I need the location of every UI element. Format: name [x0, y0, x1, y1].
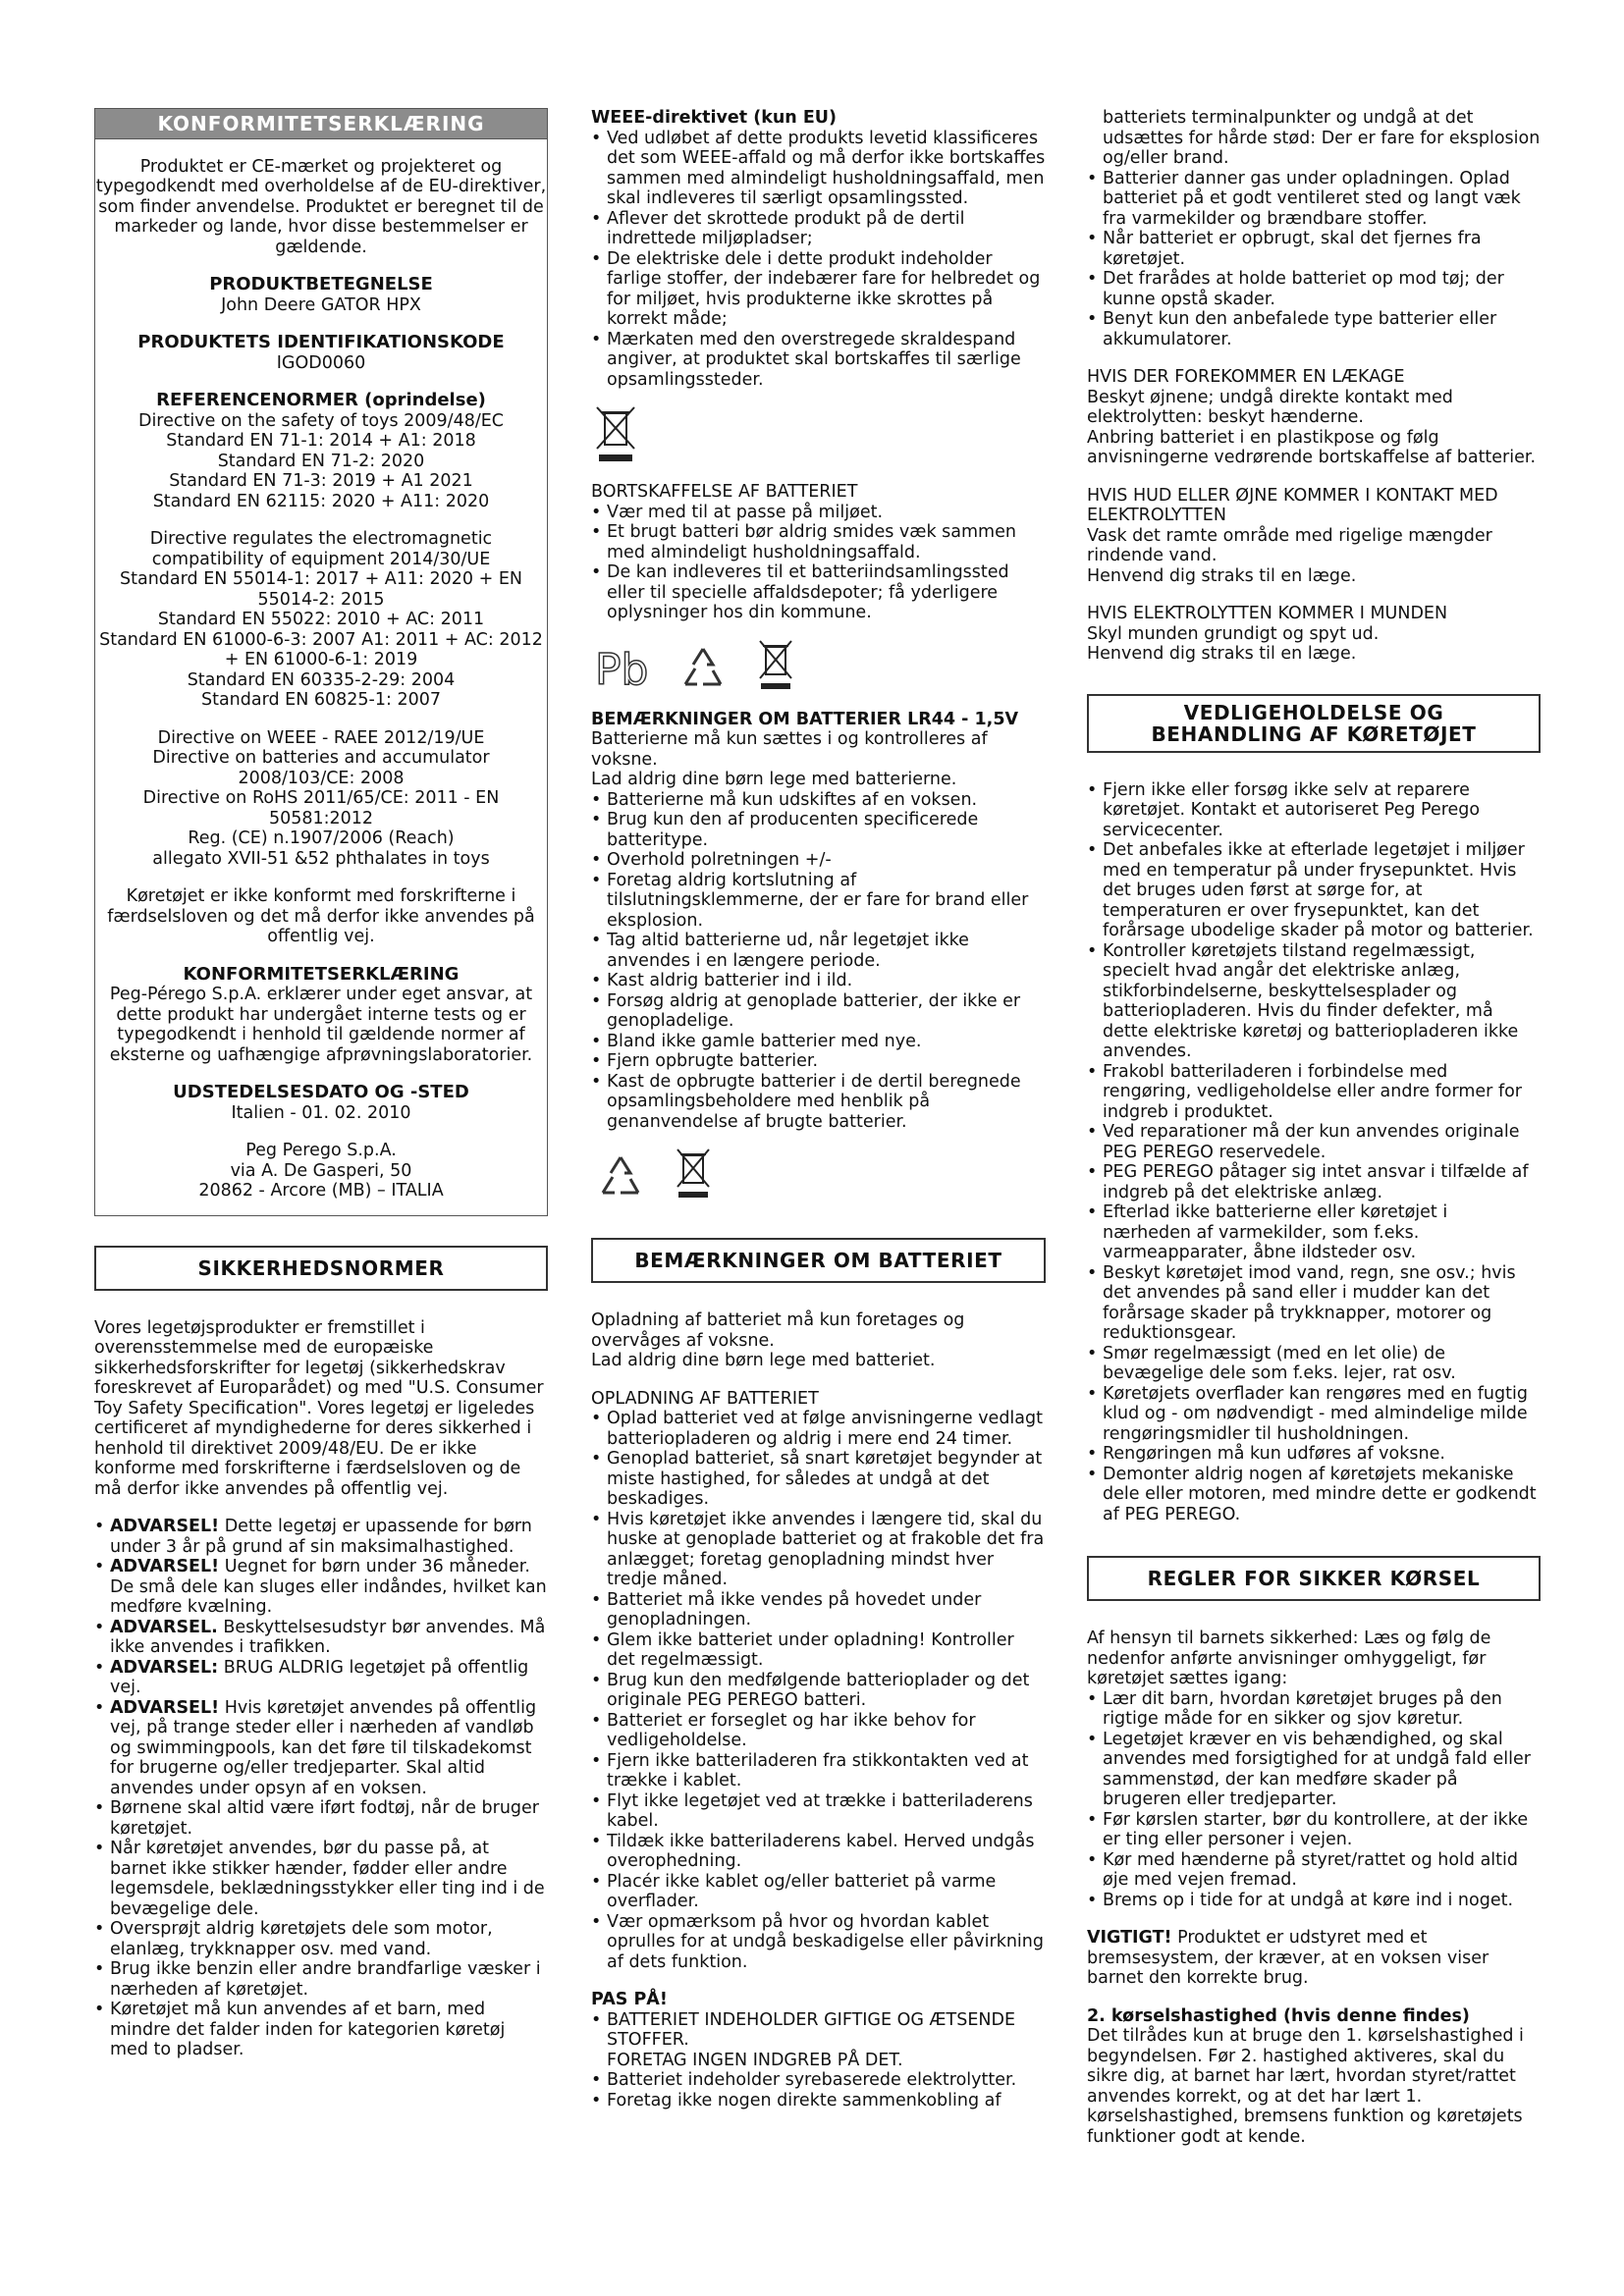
list-item: • Legetøjet kræver en vis behændighed, og skal anvendes med forsigtighed for at undgå fald eller sammenstød, der kan medføre skader på brugeren eller tredjeparter.: [1087, 1730, 1541, 1810]
manufacturer-address: Peg Perego S.p.A. via A. De Gasperi, 50 20862 - Arcore (MB) – ITALIA: [198, 1141, 444, 1201]
warnings-list: [94, 1517, 548, 2060]
list-item: • De kan indleveres til et batteriindsamlingssted eller til specielle affaldsdepoter; få yderligere oplysninger hos din kommune.: [591, 562, 1046, 623]
reference-norms-title: REFERENCENORMER (oprindelse): [156, 390, 486, 410]
safety-header: SIKKERHEDSNORMER: [94, 1246, 548, 1291]
list-item: • Brug kun den medfølgende batterioplader og det originale PEG PEREGO batteri.: [591, 1671, 1046, 1711]
reference-norms-emc: Directive regulates the electromagnetic compatibility of equipment 2014/30/UE Standard EN 55014-1: 2017 + A11: 2020 + EN 55014-2: 2015 Standard EN 55022: 2010 + AC: 2011 Standard EN 61000-6-3: 2007 A1: 2011 + AC: 2012 + EN 61000-6-1: 2019 Standard EN 60335-2-29: 2004 Standard EN 60825-1: 2007: [99, 529, 543, 710]
issue-date: Italien - 01. 02. 2010: [231, 1102, 411, 1123]
reference-norms-toys: Directive on the safety of toys 2009/48/EC Standard EN 71-1: 2014 + A1: 2018 Standard EN 71-2: 2020 Standard EN 71-3: 2019 + A1 2021 Standard EN 62115: 2020 + A11: 2020: [137, 410, 505, 511]
mouth-contact-text: Skyl munden grundigt og spyt ud. Henvend dig straks til en læge.: [1087, 623, 1380, 664]
lr44-icon-row: [595, 1146, 1046, 1201]
skin-contact-title: HVIS HUD ELLER ØJNE KOMMER I KONTAKT MED ELEKTROLYTTEN: [1087, 485, 1498, 525]
product-name: John Deere GATOR HPX: [221, 294, 421, 315]
recycle-icon: [677, 645, 729, 692]
skin-contact-text: Vask det ramte område med rigelige mængder rindende vand. Henvend dig straks til en læge.: [1087, 525, 1492, 586]
list-item: • Tildæk ikke batteriladerens kabel. Herved undgås overophedning.: [591, 1832, 1046, 1872]
safe-driving-list: [1087, 1689, 1541, 1911]
list-item: • Før kørslen starter, bør du kontrollere, at der ikke er ting eller personer i vejen.: [1087, 1810, 1541, 1850]
list-item: • Mærkaten med den overstregede skraldespand angiver, at produktet skal bortskaffes til særlige opsamlingssteder.: [591, 330, 1046, 391]
conformity-intro: Produktet er CE-mærket og projekteret og typegodkendt med overholdelse af de EU-direktiver, som finder anvendelse. Produktet er beregnet til de markeder og lande, hvor disse bestemmelser er gældende.: [95, 156, 547, 257]
charging-list: [591, 1409, 1046, 1972]
list-item: • Et brugt batteri bør aldrig smides væk sammen med almindeligt husholdningsaffald.: [591, 522, 1046, 562]
list-item: • Kast de opbrugte batterier i de dertil beregnede opsamlingsbeholdere med henblik på genanvendelse af brugte batterier.: [591, 1072, 1046, 1133]
product-name-title: PRODUKTBETEGNELSE: [209, 274, 433, 294]
list-item: • Vær opmærksom på hvor og hvordan kablet oprulles for at undgå beskadigelse eller påvirkning af dets funktion.: [591, 1912, 1046, 1973]
list-item: • Foretag aldrig kortslutning af tilslutningsklemmerne, der er fare for brand eller eksplosion.: [591, 871, 1046, 932]
list-item: • Smør regelmæssigt (med en let olie) de bevægelige dele som f.eks. lejer, rat osv.: [1087, 1344, 1541, 1384]
product-code-title: PRODUKTETS IDENTIFIKATIONSKODE: [137, 332, 505, 352]
list-item: • Kast aldrig batterier ind i ild.: [591, 971, 1046, 991]
important-note: VIGTIGT! Produktet er udstyret med et bremsesystem, der kræver, at en voksen viser barnet den korrekte brug.: [1087, 1928, 1489, 1988]
crossed-bin-icon: [676, 1146, 711, 1201]
list-item: • Batterier danner gas under opladningen. Oplad batteriet på et godt ventileret sted og langt væk fra varmekilder og brændbare stoffer.: [1087, 169, 1541, 230]
list-item: • ADVARSEL! Dette legetøj er upassende for børn under 3 år på grund af sin maksimalhastighed.: [94, 1517, 548, 1557]
weee-icon-row: [595, 403, 1046, 464]
list-item: • Det anbefales ikke at efterlade legetøjet i miljøer med en temperatur på under frysepunktet. Hvis det bruges uden først at sørge for, at temperaturen er over frysepunktet, kan det forårsage ubodelige skader på motor og batterier.: [1087, 840, 1541, 941]
list-item: • Genoplad batteriet, så snart køretøjet begynder at miste hastighed, for således at undgå at det beskadiges.: [591, 1449, 1046, 1510]
list-item: • Brug ikke benzin eller andre brandfarlige væsker i nærheden af køretøjet.: [94, 1959, 548, 2000]
list-item: • Batteriet er forseglet og har ikke behov for vedligeholdelse.: [591, 1711, 1046, 1751]
list-item: • Kør med hænderne på styret/rattet og hold altid øje med vejen fremad.: [1087, 1850, 1541, 1891]
list-item: • Kontroller køretøjets tilstand regelmæssigt, specielt hvad angår det elektriske anlæg, stikforbindelserne, beskyttelsesplader og batteriopladeren. Hvis du finder defekter, må dette elektriske køretøj og batteriopladeren ikke anvendes.: [1087, 941, 1541, 1062]
battery-continued-list: [1087, 169, 1541, 350]
list-item: • Fjern ikke batteriladeren fra stikkontakten ved at trække i kablet.: [591, 1751, 1046, 1791]
list-item: • Børnene skal altid være iført fodtøj, når de bruger køretøjet.: [94, 1798, 548, 1839]
list-item: • Når køretøjet anvendes, bør du passe på, at barnet ikke stikker hænder, fødder eller andre legemsdele, beklædningsstykker eller ting ind i de bevægelige dele.: [94, 1839, 548, 1919]
list-item: • Glem ikke batteriet under opladning! Kontroller det regelmæssigt.: [591, 1630, 1046, 1671]
maintenance-header: VEDLIGEHOLDELSE OG BEHANDLING AF KØRETØJET: [1087, 694, 1541, 753]
list-item: • Lær dit barn, hvordan køretøjet bruges på den rigtige måde for en sikker og sjov køretur.: [1087, 1689, 1541, 1730]
list-item: • Bland ikke gamle batterier med nye.: [591, 1032, 1046, 1052]
second-speed-title: 2. kørselshastighed (hvis denne findes): [1087, 2005, 1470, 2026]
maintenance-list: [1087, 780, 1541, 1525]
conformity-declaration-text: Peg-Pérego S.p.A. erklærer under eget ansvar, at dette produkt har undergået interne tests og er typegodkendt i henhold til gældende normer af eksterne og uafhængige afprøvningslaboratorier.: [109, 985, 533, 1065]
charging-title: OPLADNING AF BATTERIET: [591, 1388, 819, 1409]
column-left: [94, 108, 548, 2060]
list-item: • Når batteriet er opbrugt, skal det fjernes fra køretøjet.: [1087, 229, 1541, 269]
list-item: • Fjern opbrugte batterier.: [591, 1051, 1046, 1072]
caution-title: PAS PÅ!: [591, 1990, 668, 2009]
lr44-title: BEMÆRKNINGER OM BATTERIER LR44 - 1,5V: [591, 709, 1019, 729]
list-item: • Det frarådes at holde batteriet op mod tøj; der kunne opstå skader.: [1087, 269, 1541, 309]
list-item: • ADVARSEL! Uegnet for børn under 36 måneder. De små dele kan sluges eller indåndes, hvilket kan medføre kvælning.: [94, 1557, 548, 1618]
battery-icon-row: [595, 637, 1046, 695]
list-item: • Brems op i tide for at undgå at køre ind i noget.: [1087, 1891, 1541, 1911]
column-middle: [591, 108, 1046, 2110]
list-item: • Beskyt køretøjet imod vand, regn, sne osv.; hvis det anvendes på sand eller i mudder kan det forårsage skader på trykknapper, motorer og reduktionsgear.: [1087, 1263, 1541, 1344]
product-code: IGOD0060: [276, 352, 366, 373]
battery-disposal-list: [591, 503, 1046, 623]
battery-continued-text: batteriets terminalpunkter og undgå at det udsættes for hårde stød: Der er fare for eksplosion og/eller brand.: [1103, 108, 1541, 168]
list-item: • Tag altid batterierne ud, når legetøjet ikke anvendes i en længere periode.: [591, 931, 1046, 971]
conformity-box: [94, 139, 548, 1216]
weee-list: [591, 129, 1046, 391]
leak-text: Beskyt øjnene; undgå direkte kontakt med elektrolytten: beskyt hænderne. Anbring batteriet i en plastikpose og følg anvisningerne vedrørende bortskaffelse af batterier.: [1087, 387, 1537, 467]
list-item: • Vær med til at passe på miljøet.: [591, 503, 1046, 523]
list-item: • Efterlad ikke batterierne eller køretøjet i nærheden af varmekilder, som f.eks. varmeapparater, åbne ildsteder osv.: [1087, 1202, 1541, 1263]
list-item: • Ved udløbet af dette produkts levetid klassificeres det som WEEE-affald og må derfor ikke bortskaffes sammen med almindeligt husholdningsaffald, men skal indleveres til særligt opsamlingssted.: [591, 129, 1046, 209]
list-item: • Aflever det skrottede produkt på de dertil indrettede miljøpladser;: [591, 209, 1046, 249]
list-item: • BATTERIET INDEHOLDER GIFTIGE OG ÆTSENDE STOFFER. FORETAG INGEN INDGREB PÅ DET.: [591, 2010, 1046, 2071]
list-item: • Brug kun den af producenten specificerede batteritype.: [591, 810, 1046, 850]
list-item: • ADVARSEL! Hvis køretøjet anvendes på offentlig vej, på trange steder eller i nærheden af vandløb og swimmingpools, kan det føre til tilskadekomst for brugerne og/eller tredjeparter. Skal altid anvendes under opsyn af en voksen.: [94, 1698, 548, 1799]
list-item: • Rengøringen må kun udføres af voksne.: [1087, 1444, 1541, 1465]
battery-disposal-title: BORTSKAFFELSE AF BATTERIET: [591, 482, 858, 502]
crossed-bin-icon: [595, 403, 638, 464]
list-item: • Fjern ikke eller forsøg ikke selv at reparere køretøjet. Kontakt et autoriseret Peg Perego servicecenter.: [1087, 780, 1541, 841]
list-item: • Batterierne må kun udskiftes af en voksen.: [591, 790, 1046, 811]
pb-icon: Pb: [595, 644, 649, 695]
not-road-legal-note: Køretøjet er ikke konformt med forskrifterne i færdselsloven og det må derfor ikke anvendes på offentlig vej.: [107, 886, 535, 946]
list-item: • Foretag ikke nogen direkte sammenkobling af: [591, 2091, 1046, 2111]
list-item: • ADVARSEL: BRUG ALDRIG legetøjet på offentlig vej.: [94, 1658, 548, 1698]
list-item: • ADVARSEL. Beskyttelsesudstyr bør anvendes. Må ikke anvendes i trafikken.: [94, 1618, 548, 1658]
list-item: • Flyt ikke legetøjet ved at trække i batteriladerens kabel.: [591, 1791, 1046, 1832]
lr44-list: [591, 790, 1046, 1133]
conformity-declaration-title: KONFORMITETSERKLÆRING: [183, 963, 460, 985]
list-item: • Oplad batteriet ved at følge anvisningerne vedlagt batteriopladeren og aldrig i mere end 24 timer.: [591, 1409, 1046, 1449]
safety-intro: Vores legetøjsprodukter er fremstillet i overensstemmelse med de europæiske sikkerhedsforskrifter for legetøj (sikkerhedskrav foreskrevet af Europarådet) og med "U.S. Consumer Toy Safety Specification". Vores legetøj er ligeledes certificeret af myndighederne for deres sikkerhed i henhold til direktivet 2009/48/EU. De er ikke konforme med forskrifterne i færdselsloven og de må derfor ikke anvendes på offentlig vej.: [94, 1317, 544, 1499]
conformity-header: KONFORMITETSERKLÆRING: [94, 108, 548, 139]
list-item: • PEG PEREGO påtager sig intet ansvar i tilfælde af indgreb på det elektriske anlæg.: [1087, 1162, 1541, 1202]
battery-notes-header: BEMÆRKNINGER OM BATTERIET: [591, 1238, 1046, 1283]
battery-notes-intro: Opladning af batteriet må kun foretages og overvåges af voksne. Lad aldrig dine børn lege med batteriet.: [591, 1310, 965, 1370]
leak-title: HVIS DER FOREKOMMER EN LÆKAGE: [1087, 367, 1405, 387]
list-item: • De elektriske dele i dette produkt indeholder farlige stoffer, der indebærer fare for helbredet og for miljøet, hvis produkterne ikke skrottes på korrekt måde;: [591, 249, 1046, 330]
safe-driving-intro: Af hensyn til barnets sikkerhed: Læs og følg de nedenfor anførte anvisninger omhyggeligt, før køretøjet sættes igang:: [1087, 1629, 1491, 1688]
list-item: • Overhold polretningen +/-: [591, 850, 1046, 871]
reference-norms-weee: Directive on WEEE - RAEE 2012/19/UE Directive on batteries and accumulator 2008/103/CE: 2008 Directive on RoHS 2011/65/CE: 2011 - EN 50581:2012 Reg. (CE) n.1907/2006 (Reach) allegato XVII-51 &52 phthalates in toys: [142, 727, 500, 869]
list-item: • Benyt kun den anbefalede type batterier eller akkumulatorer.: [1087, 309, 1541, 349]
weee-title: WEEE-direktivet (kun EU): [591, 108, 837, 128]
lr44-intro: Batterierne må kun sættes i og kontrolleres af voksne. Lad aldrig dine børn lege med batterierne.: [591, 729, 988, 789]
list-item: • Demonter aldrig nogen af køretøjets mekaniske dele eller motoren, med mindre dette er godkendt af PEG PEREGO.: [1087, 1465, 1541, 1525]
list-item: • Køretøjets overflader kan rengøres med en fugtig klud og - om nødvendigt - med almindelige milde rengøringsmidler til husholdningen.: [1087, 1384, 1541, 1445]
recycle-icon: [595, 1153, 646, 1201]
list-item: • Placér ikke kablet og/eller batteriet på varme overflader.: [591, 1872, 1046, 1912]
caution-list: [591, 2010, 1046, 2111]
safe-driving-header: REGLER FOR SIKKER KØRSEL: [1087, 1556, 1541, 1601]
column-right: [1087, 108, 1541, 2147]
second-speed-text: Det tilrådes kun at bruge den 1. kørselshastighed i begyndelsen. Før 2. hastighed aktiveres, skal du sikre dig, at barnet har lært, hvordan styret/rattet anvendes korrekt, og at det har lært 1. kørselshastighed, bremsens funktion og køretøjets funktioner godt at kende.: [1087, 2026, 1524, 2147]
issue-date-title: UDSTEDELSESDATO OG -STED: [173, 1082, 469, 1102]
list-item: • Batteriet indeholder syrebaserede elektrolytter.: [591, 2070, 1046, 2091]
crossed-bin-icon: [758, 637, 793, 692]
list-item: • Oversprøjt aldrig køretøjets dele som motor, elanlæg, trykknapper osv. med vand.: [94, 1919, 548, 1959]
list-item: • Frakobl batteriladeren i forbindelse med rengøring, vedligeholdelse eller andre former for indgreb i produktet.: [1087, 1062, 1541, 1123]
list-item: • Batteriet må ikke vendes på hovedet under genopladningen.: [591, 1590, 1046, 1630]
list-item: • Hvis køretøjet ikke anvendes i længere tid, skal du huske at genoplade batteriet og at frakoble det fra anlægget; foretag genopladning mindst hver tredje måned.: [591, 1510, 1046, 1590]
list-item: • Forsøg aldrig at genoplade batterier, der ikke er genopladelige.: [591, 991, 1046, 1032]
list-item: • Køretøjet må kun anvendes af et barn, med mindre det falder inden for kategorien køretøj med to pladser.: [94, 2000, 548, 2060]
mouth-contact-title: HVIS ELEKTROLYTTEN KOMMER I MUNDEN: [1087, 604, 1448, 623]
list-item: • Ved reparationer må der kun anvendes originale PEG PEREGO reservedele.: [1087, 1122, 1541, 1162]
